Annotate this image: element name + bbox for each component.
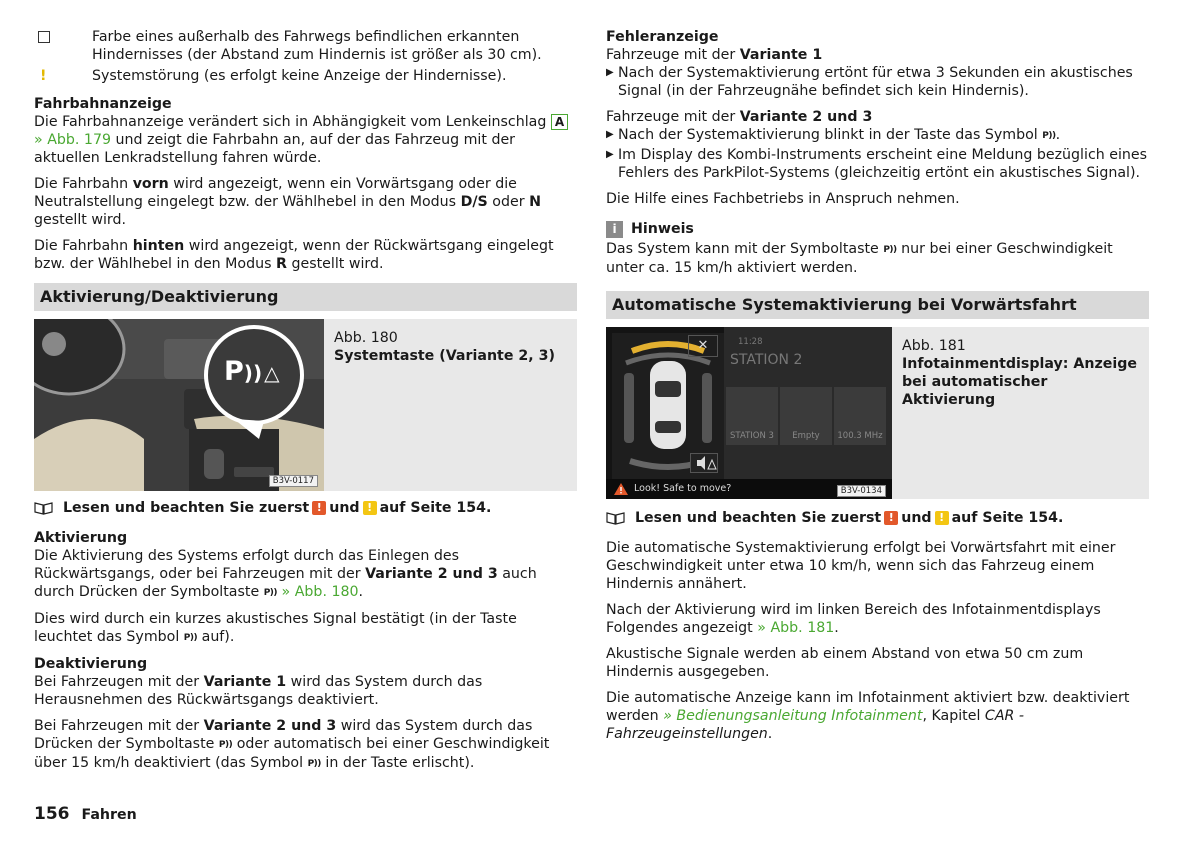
info-icon: i	[606, 221, 623, 238]
book-icon	[606, 512, 625, 525]
read-first-note: Lesen und beachten Sie zuerst ! und ! auf Seite 154.	[34, 499, 577, 517]
status-bar: Look! Safe to move?	[606, 479, 892, 499]
speaker-icon	[691, 454, 717, 472]
preset-tile[interactable]: Empty	[780, 387, 832, 445]
hinweis-heading: i Hinweis	[606, 220, 1149, 238]
caution-icon[interactable]: !	[935, 511, 949, 525]
bullet-item: ▶ Im Display des Kombi-Instruments erscheint eine Meldung bezüglich eines Fehlers des ParkPilot-Systems (gleichzeitig ertönt ein akustisches Signal).	[606, 147, 1148, 181]
bullet-arrow-icon: ▶	[606, 129, 614, 140]
warning-triangle-icon	[614, 483, 628, 495]
legend-text: Systemstörung (es erfolgt keine Anzeige der Hindernisse).	[92, 68, 507, 84]
aktivierung-paragraph: Die Aktivierung des Systems erfolgt durch das Einlegen des Rückwärtsgangs, oder bei Fahrzeugen mit der Variante 2 und 3 auch durch Drücken der Symboltaste P)) » Abb. 180.	[34, 548, 537, 600]
figure-image	[34, 319, 324, 491]
figure-180	[34, 319, 577, 491]
legend-item	[34, 67, 577, 85]
deaktivierung-paragraph: Bei Fahrzeugen mit der Variante 1 wird das System durch das Herausnehmen des Rückwärtsgangs deaktiviert.	[34, 674, 483, 708]
station-name: STATION 2	[730, 352, 803, 368]
hinweis-text: Das System kann mit der Symboltaste P)) nur bei einer Geschwindigkeit unter ca. 15 km/h aktiviert werden.	[606, 241, 1113, 276]
legend-symbol	[34, 28, 92, 48]
fahrbahn-paragraph: Die Fahrbahnanzeige verändert sich in Abhängigkeit vom Lenkeinschlag A » Abb. 179 und zeigt die Fahrbahn an, auf der das Fahrzeug mit der aktuellen Lenkradstellung fahren würde.	[34, 113, 577, 167]
park-pilot-icon: P))	[218, 740, 233, 750]
manual-link[interactable]: » Bedienungsanleitung Infotainment	[663, 708, 923, 724]
auto-paragraph: Die automatische Anzeige kann im Infotainment aktiviert bzw. deaktiviert werden » Bedienungsanleitung Infotainment, Kapitel CAR - Fahrzeugeinstellungen.	[606, 690, 1130, 742]
section-heading: Aktivierung/Deaktivierung	[34, 283, 577, 311]
figure-code: B3V-0117	[269, 475, 318, 487]
legend-symbol	[34, 67, 92, 85]
page-footer	[34, 805, 137, 824]
car-interior-illustration	[34, 319, 324, 491]
figure-link[interactable]: » Abb. 181	[757, 620, 835, 636]
park-pilot-icon: P))	[263, 588, 278, 598]
fehler-heading: Fehleranzeige	[606, 29, 719, 45]
legend-item	[34, 28, 577, 64]
left-column	[34, 28, 577, 781]
figure-number: Abb. 181	[902, 338, 966, 354]
fahrbahn-paragraph: Die Fahrbahn vorn wird angezeigt, wenn ein Vorwärtsgang oder die Neutralstellung eingelegt bzw. der Wählhebel in den Modus D/S oder N gestellt wird.	[34, 176, 541, 228]
park-pilot-icon: P))	[1042, 131, 1056, 141]
variant-line: Fahrzeuge mit der Variante 1	[606, 47, 823, 63]
hilfe-paragraph: Die Hilfe eines Fachbetriebs in Anspruch nehmen.	[606, 191, 960, 207]
aktivierung-paragraph: Dies wird durch ein kurzes akustisches Signal bestätigt (in der Taste leuchtet das Symbol P)) auf).	[34, 611, 517, 645]
variant-line: Fahrzeuge mit der Variante 2 und 3	[606, 109, 873, 125]
deaktivierung-heading: Deaktivierung	[34, 656, 148, 672]
figure-caption	[892, 327, 1149, 499]
fahrbahn-paragraph: Die Fahrbahn hinten wird angezeigt, wenn der Rückwärtsgang eingelegt bzw. der Wählhebel in den Modus R gestellt wird.	[34, 238, 554, 272]
figure-181	[606, 327, 1149, 499]
caution-icon[interactable]: !	[363, 501, 377, 515]
figure-ref-box[interactable]: A	[551, 114, 568, 130]
figure-title: Systemtaste (Variante 2, 3)	[334, 348, 555, 364]
exclamation-icon: !	[40, 68, 47, 84]
figure-link[interactable]: » Abb. 179	[34, 132, 112, 148]
infotainment-display	[606, 327, 892, 499]
figure-title: Infotainmentdisplay: Anzeige bei automatischer Aktivierung	[902, 356, 1137, 408]
read-first-note: Lesen und beachten Sie zuerst ! und ! auf Seite 154.	[606, 509, 1149, 527]
aktivierung-heading: Aktivierung	[34, 530, 128, 546]
book-icon	[34, 502, 53, 515]
close-button[interactable]: ✕	[688, 335, 718, 357]
warning-icon[interactable]: !	[312, 501, 326, 515]
page-number: 156	[34, 804, 70, 824]
auto-paragraph: Nach der Aktivierung wird im linken Bereich des Infotainmentdisplays Folgendes angezeigt » Abb. 181.	[606, 602, 1101, 636]
figure-link[interactable]: » Abb. 180	[281, 584, 359, 600]
fahrbahn-heading: Fahrbahnanzeige	[34, 96, 172, 112]
bullet-arrow-icon: ▶	[606, 67, 614, 78]
auto-paragraph: Die automatische Systemaktivierung erfolgt bei Vorwärtsfahrt mit einer Geschwindigkeit unter etwa 10 km/h, wenn sich das Fahrzeug einem Hindernis annähert.	[606, 540, 1116, 592]
figure-number: Abb. 180	[334, 330, 398, 346]
warning-icon[interactable]: !	[884, 511, 898, 525]
mute-button[interactable]	[690, 453, 718, 473]
park-pilot-button-icon: P)) △	[224, 356, 280, 387]
bullet-item: ▶ Nach der Systemaktivierung blinkt in der Taste das Symbol P)).	[606, 127, 1061, 143]
figure-caption	[324, 319, 565, 491]
figure-code: B3V-0134	[837, 485, 886, 497]
auto-paragraph: Akustische Signale werden ab einem Abstand von etwa 50 cm zum Hindernis ausgegeben.	[606, 646, 1084, 680]
right-column	[606, 28, 1149, 751]
park-pilot-icon: P))	[183, 633, 198, 643]
park-pilot-icon: P))	[883, 245, 897, 255]
bullet-item: ▶ Nach der Systemaktivierung ertönt für etwa 3 Sekunden ein akustisches Signal (in der Fahrzeugnähe befindet sich kein Hindernis).	[606, 65, 1133, 99]
legend-text: Farbe eines außerhalb des Fahrwegs befindlichen erkannten Hindernisses (der Abstand zum Hindernis ist größer als 30 cm).	[92, 29, 542, 63]
clock-readout: 11:28	[738, 337, 763, 347]
section-name: Fahren	[81, 807, 137, 823]
obstacle-outline-icon	[38, 31, 50, 43]
preset-tile[interactable]: STATION 3	[726, 387, 778, 445]
section-heading: Automatische Systemaktivierung bei Vorwärtsfahrt	[606, 291, 1149, 319]
park-pilot-icon: P))	[307, 759, 321, 769]
preset-tile[interactable]: 100.3 MHz	[834, 387, 886, 445]
bullet-arrow-icon: ▶	[606, 149, 614, 160]
deaktivierung-paragraph: Bei Fahrzeugen mit der Variante 2 und 3 wird das System durch das Drücken der Symboltaste P)) oder automatisch bei einer Geschwindigkeit über 15 km/h deaktiviert (das Symbol P)) in der Taste erlischt).	[34, 718, 550, 771]
